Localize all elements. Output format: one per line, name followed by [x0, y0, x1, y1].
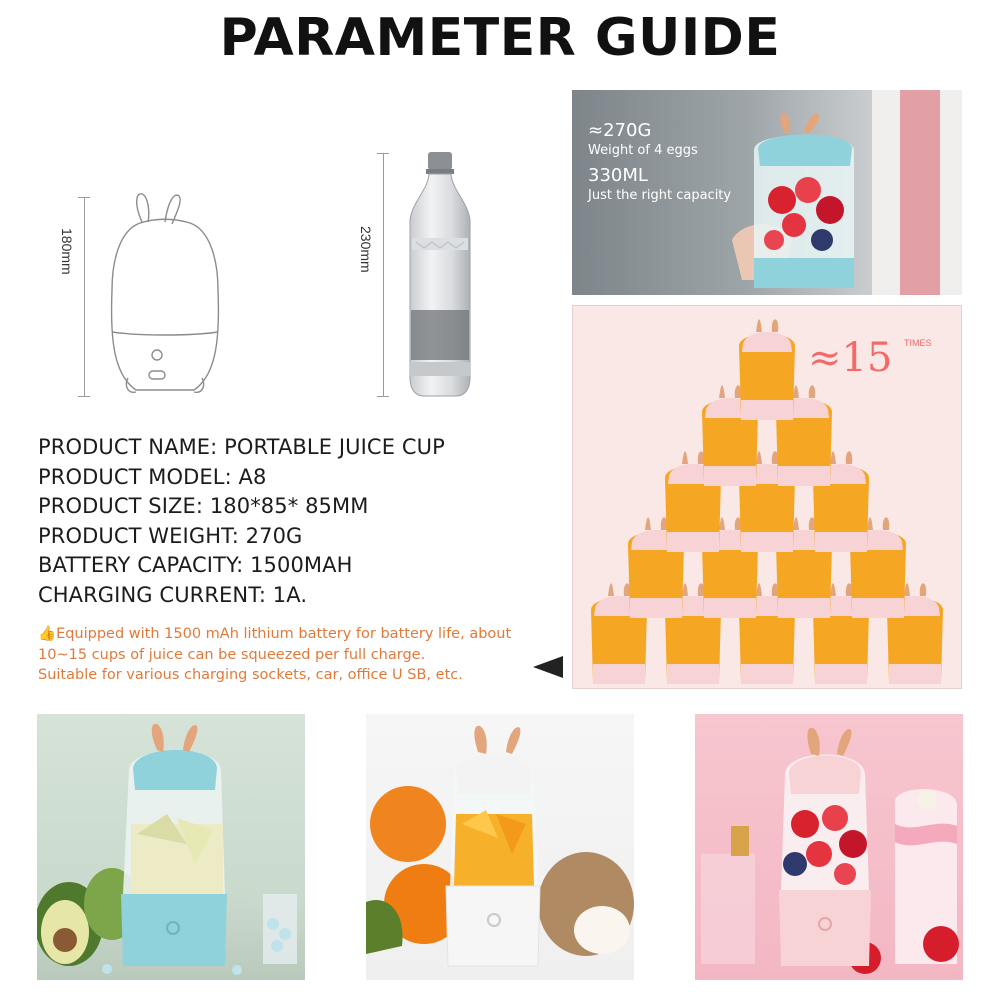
note-line-3: Suitable for various charging sockets, car, office U SB, etc. — [38, 667, 463, 683]
pyramid-cup — [739, 319, 795, 420]
hand-holding-cup-image — [722, 90, 962, 295]
spec-product-model: PRODUCT MODEL: A8 — [38, 464, 267, 489]
cup-height-tick-top — [78, 197, 90, 198]
spec-product-size: PRODUCT SIZE: 180*85* 85MM — [38, 494, 369, 518]
page-title: PARAMETER GUIDE — [219, 8, 781, 68]
cup-height-label: 180mm — [59, 228, 75, 275]
capacity-volume-caption: Just the right capacity — [588, 188, 732, 203]
bottle-height-tick-bottom — [377, 396, 389, 397]
note-line-1: Equipped with 1500 mAh lithium battery for battery life, about — [56, 626, 512, 642]
pink-cup-photo — [695, 714, 963, 980]
cup-height-tick-bottom — [78, 396, 90, 397]
note-line-2: 10~15 cups of juice can be squeezed per full charge. — [38, 646, 426, 663]
blue-cup-with-guava-image — [37, 714, 305, 980]
times-pyramid-panel — [572, 305, 962, 689]
spec-charging-current: CHARGING CURRENT: 1A. — [38, 582, 308, 607]
bottle-height-label: 230mm — [358, 226, 374, 273]
spec-product-weight: PRODUCT WEIGHT: 270G — [38, 523, 303, 548]
spec-battery-capacity: BATTERY CAPACITY: 1500MAH — [38, 553, 353, 577]
times-unit: TIMES — [904, 338, 932, 348]
capacity-weight: ≈270G — [588, 120, 652, 141]
white-cup-with-orange-image — [366, 714, 634, 980]
cup-outline-drawing — [100, 190, 230, 405]
cup-pyramid — [572, 305, 962, 689]
pointer-arrow-icon — [533, 656, 563, 678]
thumbs-up-icon: 👍 — [38, 626, 57, 642]
white-cup-photo — [366, 714, 634, 980]
cup-height-line — [84, 197, 85, 397]
battery-note — [38, 624, 558, 686]
bottle-height-line — [383, 153, 384, 397]
pink-cup-with-strawberry-image — [695, 714, 963, 980]
times-value: ≈15 — [808, 335, 893, 381]
capacity-photo — [572, 90, 962, 295]
capacity-weight-caption: Weight of 4 eggs — [588, 143, 698, 158]
capacity-volume: 330ML — [588, 165, 648, 186]
blue-cup-photo — [37, 714, 305, 980]
water-bottle-image — [402, 150, 477, 400]
spec-product-name: PRODUCT NAME: PORTABLE JUICE CUP — [38, 435, 445, 459]
bottle-height-tick-top — [377, 153, 389, 154]
spec-list — [38, 433, 558, 610]
